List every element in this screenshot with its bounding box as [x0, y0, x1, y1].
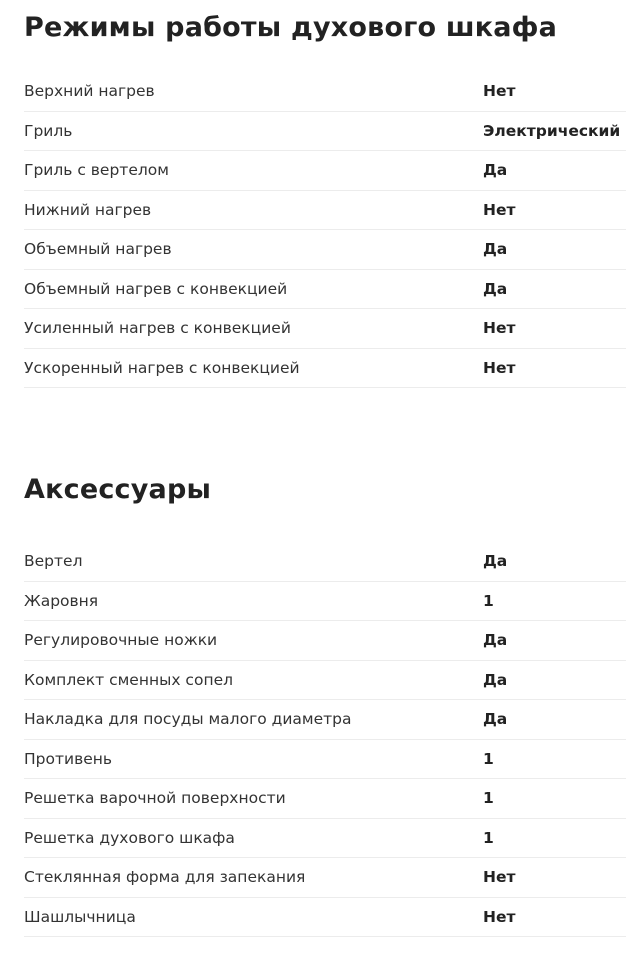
spec-row: [24, 542, 626, 582]
spec-label: Усиленный нагрев с конвекцией: [24, 319, 291, 338]
spec-value: Нет: [483, 200, 516, 219]
oven-modes-spec-list: [24, 72, 626, 388]
spec-label: Гриль: [24, 121, 73, 140]
spec-row: [24, 582, 626, 622]
spec-value: Да: [483, 279, 508, 298]
spec-value: 1: [483, 591, 494, 610]
spec-row: [24, 349, 626, 389]
spec-value: 1: [483, 789, 494, 808]
spec-row: [24, 72, 626, 112]
section-title-accessories: Аксессуары: [24, 474, 212, 505]
spec-label: Стеклянная форма для запекания: [24, 868, 306, 887]
spec-value: 1: [483, 828, 494, 847]
spec-label: Комплект сменных сопел: [24, 670, 234, 689]
section-title-oven-modes: Режимы работы духового шкафа: [24, 12, 558, 43]
spec-label: Гриль с вертелом: [24, 161, 169, 180]
spec-label: Ускоренный нагрев с конвекцией: [24, 358, 300, 377]
spec-row: [24, 700, 626, 740]
spec-value: Да: [483, 161, 508, 180]
spec-value: Нет: [483, 319, 516, 338]
spec-label: Шашлычница: [24, 907, 136, 926]
spec-value: Электрический: [483, 121, 621, 140]
spec-row: [24, 230, 626, 270]
spec-label: Объемный нагрев: [24, 240, 172, 259]
accessories-spec-list: [24, 542, 626, 937]
spec-row: [24, 191, 626, 231]
spec-row: [24, 898, 626, 938]
spec-value: Да: [483, 710, 508, 729]
spec-value: Да: [483, 631, 508, 650]
spec-label: Жаровня: [24, 591, 99, 610]
spec-row: [24, 621, 626, 661]
spec-row: [24, 112, 626, 152]
spec-label: Объемный нагрев с конвекцией: [24, 279, 288, 298]
spec-label: Накладка для посуды малого диаметра: [24, 710, 352, 729]
spec-label: Верхний нагрев: [24, 82, 155, 101]
spec-value: 1: [483, 749, 494, 768]
spec-row: [24, 309, 626, 349]
spec-label: Решетка духового шкафа: [24, 828, 235, 847]
spec-row: [24, 661, 626, 701]
spec-row: [24, 740, 626, 780]
spec-row: [24, 151, 626, 191]
spec-value: Нет: [483, 907, 516, 926]
spec-value: Нет: [483, 82, 516, 101]
section-spacer: [24, 388, 626, 473]
spec-value: Да: [483, 240, 508, 259]
spec-value: Нет: [483, 868, 516, 887]
spec-value: Да: [483, 552, 508, 571]
spec-label: Регулировочные ножки: [24, 631, 218, 650]
spec-row: [24, 819, 626, 859]
spec-row: [24, 779, 626, 819]
spec-value: Да: [483, 670, 508, 689]
spec-value: Нет: [483, 358, 516, 377]
spec-row: [24, 858, 626, 898]
spec-row: [24, 270, 626, 310]
spec-label: Нижний нагрев: [24, 200, 152, 219]
spec-label: Решетка варочной поверхности: [24, 789, 286, 808]
spec-label: Противень: [24, 749, 113, 768]
spec-label: Вертел: [24, 552, 83, 571]
